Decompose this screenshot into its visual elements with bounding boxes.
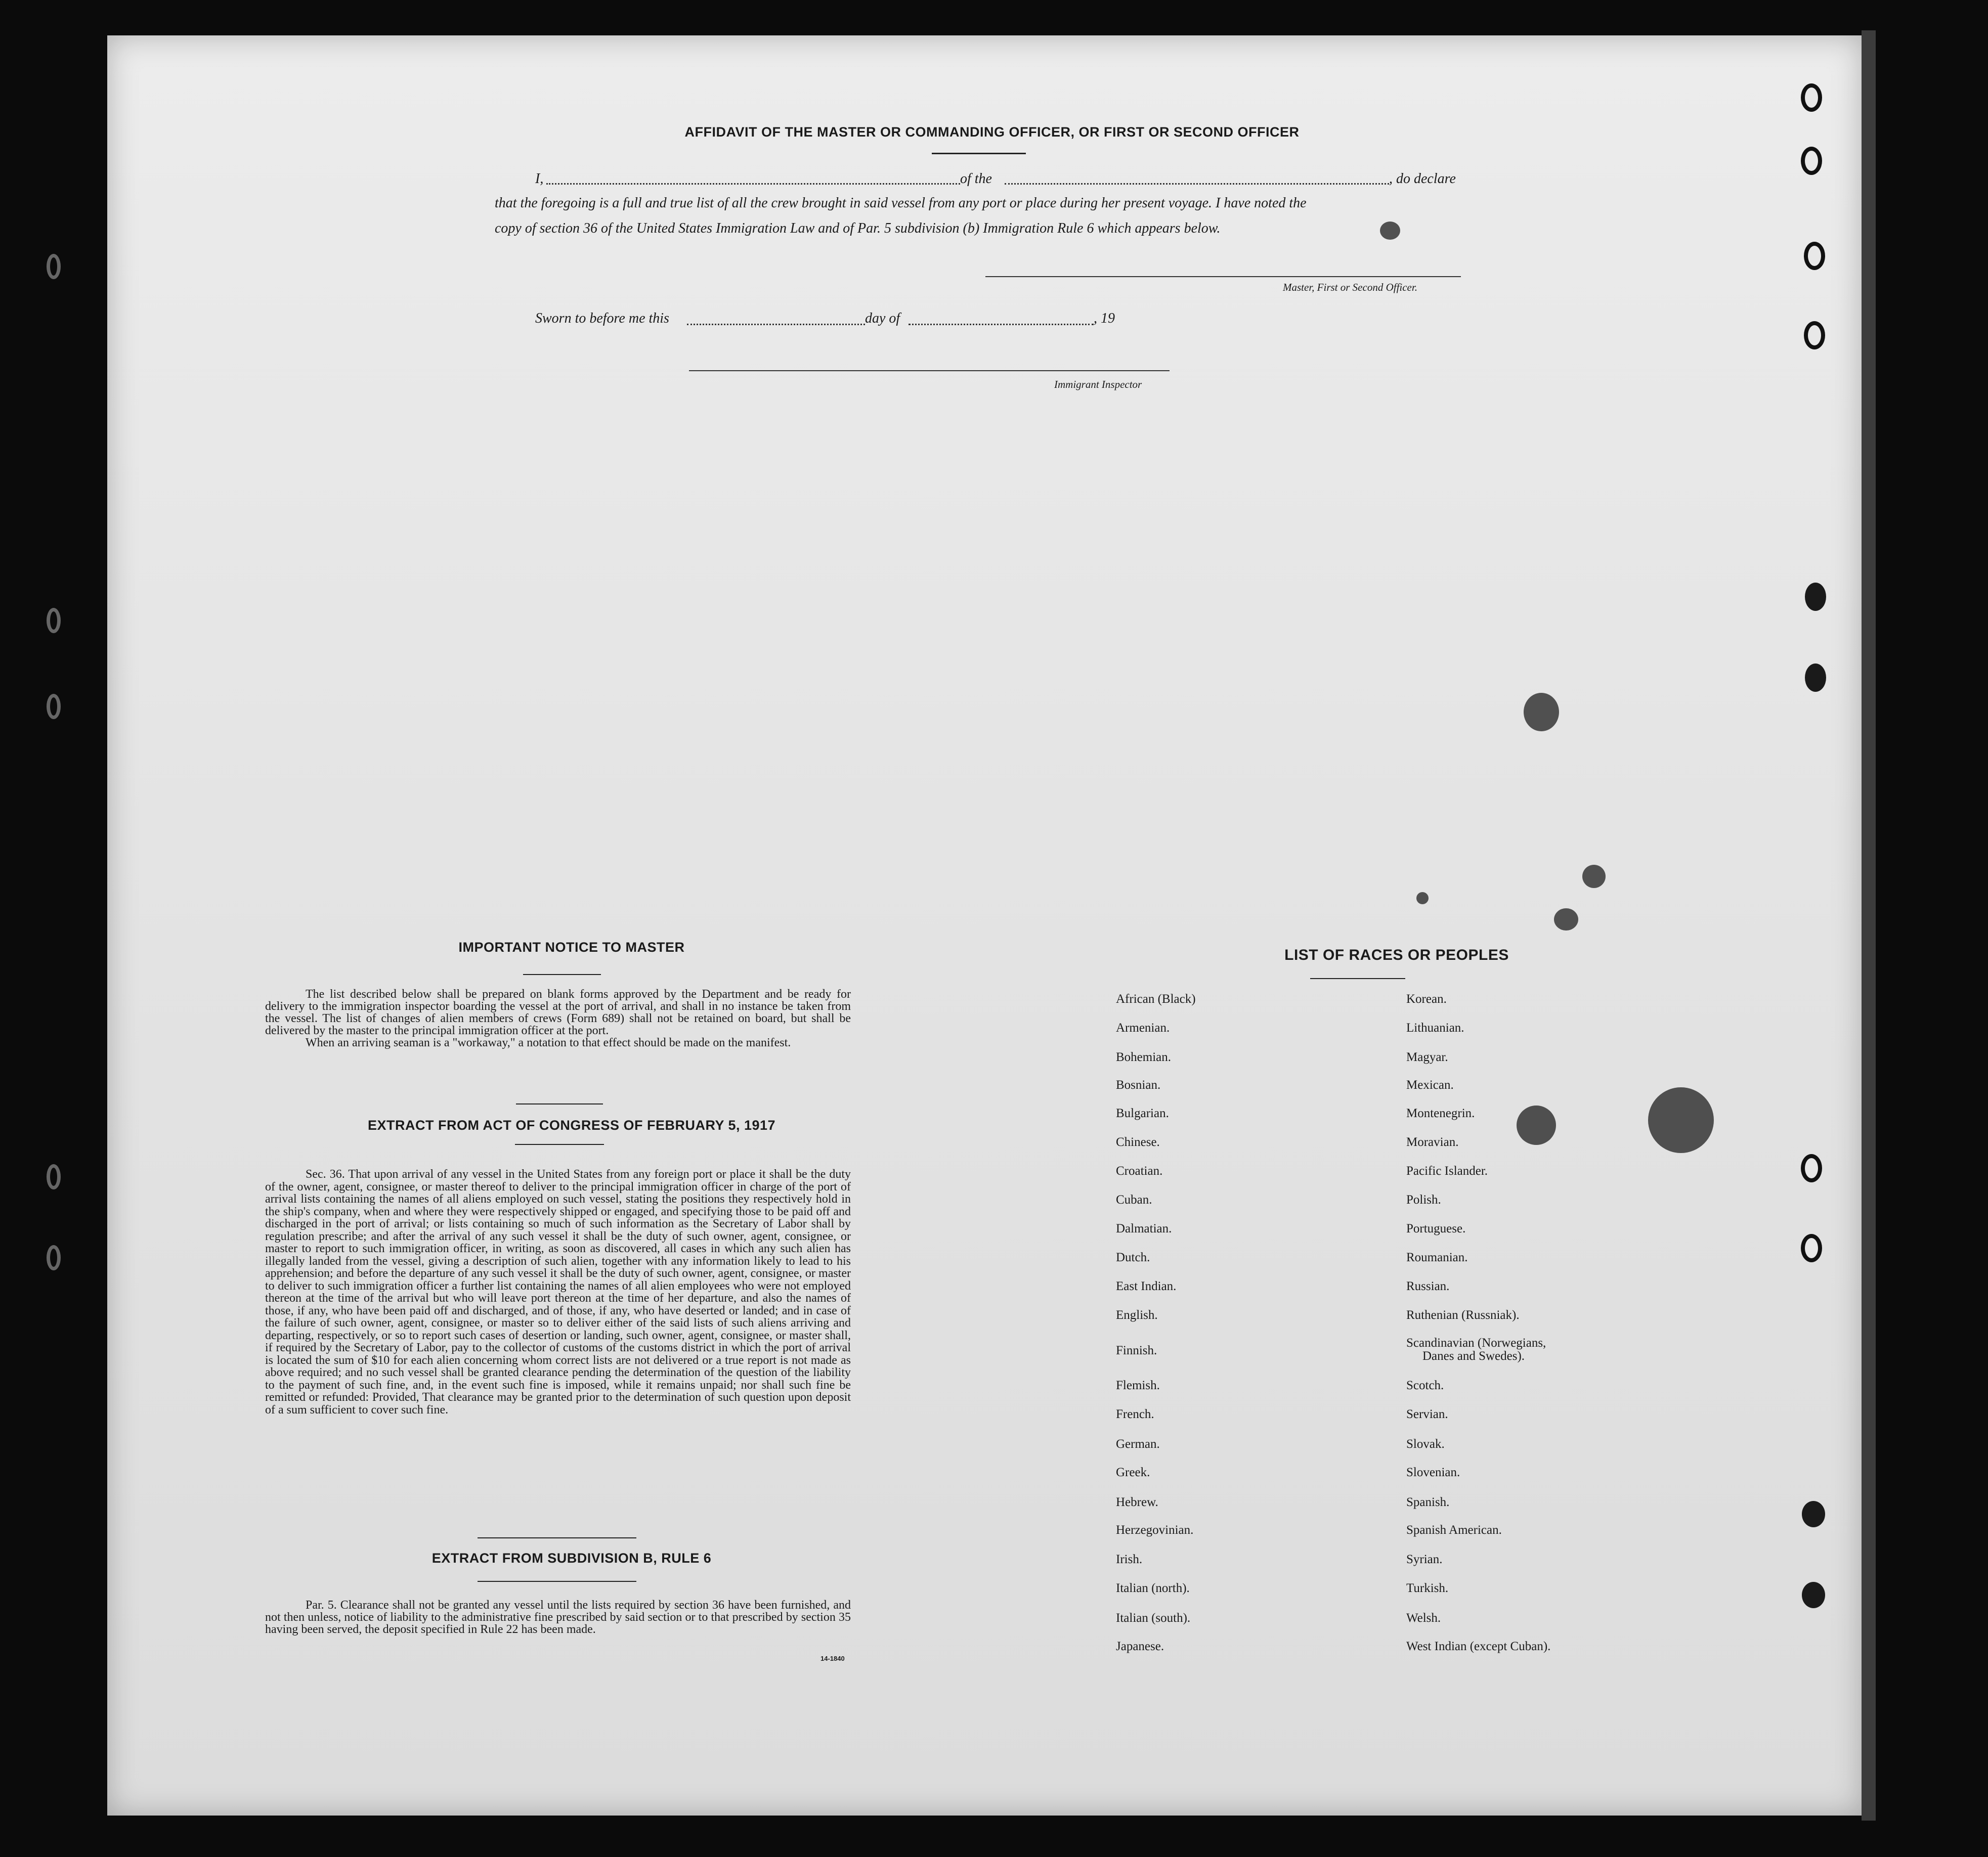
race-item: Slovak.: [1406, 1437, 1445, 1451]
race-item: Finnish.: [1116, 1344, 1157, 1357]
notice-paragraph: When an arriving seaman is a "workaway," a notation to that effect should be made on the manifest.: [306, 1036, 791, 1049]
race-item: Armenian.: [1116, 1021, 1170, 1035]
punch-hole: [1802, 1501, 1825, 1527]
punch-hole: [1802, 1582, 1825, 1608]
race-item: Spanish American.: [1406, 1523, 1502, 1537]
divider: [523, 974, 601, 975]
race-item: Russian.: [1406, 1279, 1450, 1293]
divider: [932, 153, 1026, 154]
punch-hole: [1801, 83, 1822, 112]
extract-act-title: EXTRACT FROM ACT OF CONGRESS OF FEBRUARY 5, 1917: [367, 1118, 776, 1133]
race-item: East Indian.: [1116, 1279, 1177, 1293]
punch-hole: [1801, 1154, 1822, 1182]
binding-hole: [47, 608, 61, 633]
ink-stain: [1554, 908, 1578, 931]
notice-paragraph: The list described below shall be prepared on blank forms approved by the Department and be ready for delivery to the immigration inspector boarding the vessel at the port of arrival, and shall in no instance be taken from the vessel. The list of changes of alien members of crews (Form 689) shall not be retained on board, but shall be delivered by the master to the principal immigration officer at the port.: [265, 988, 851, 1037]
race-item: Mexican.: [1406, 1078, 1454, 1092]
binding-hole: [47, 1164, 61, 1189]
affidavit-title: AFFIDAVIT OF THE MASTER OR COMMANDING OFFICER, OR FIRST OR SECOND OFFICER: [684, 124, 1300, 140]
race-item: Moravian.: [1406, 1135, 1459, 1149]
race-item: Hebrew.: [1116, 1495, 1158, 1509]
ink-stain: [1582, 865, 1606, 888]
race-item: Polish.: [1406, 1193, 1441, 1207]
race-item: Roumanian.: [1406, 1251, 1468, 1264]
binding-hole: [47, 1245, 61, 1270]
signature-line: [985, 276, 1461, 277]
race-item: Japanese.: [1116, 1640, 1164, 1653]
i-label: I,: [535, 171, 544, 187]
of-the-label: of the: [960, 171, 992, 187]
race-item: Welsh.: [1406, 1611, 1441, 1625]
race-item: Bosnian.: [1116, 1078, 1161, 1092]
day-of-label: day of: [865, 311, 900, 326]
ink-stain: [1416, 892, 1429, 904]
document-page: [107, 35, 1863, 1816]
race-item: Slovenian.: [1406, 1466, 1460, 1479]
race-item: Italian (north).: [1116, 1581, 1190, 1595]
races-title: LIST OF RACES OR PEOPLES: [1284, 947, 1509, 963]
race-item: Bohemian.: [1116, 1050, 1172, 1064]
race-item: English.: [1116, 1308, 1158, 1322]
declaration-line-2: copy of section 36 of the United States Immigration Law and of Par. 5 subdivision (b) Immigration Rule 6 which appears below.: [495, 220, 1221, 236]
declaration-line-1: that the foregoing is a full and true list of all the crew brought in said vessel from any port or place during her present voyage. I have noted the: [495, 195, 1307, 211]
race-item: Dutch.: [1116, 1251, 1150, 1264]
binding-hole: [47, 694, 61, 719]
race-item: Italian (south).: [1116, 1611, 1191, 1625]
ink-stain: [1517, 1106, 1556, 1145]
sworn-label: Sworn to before me this: [535, 311, 669, 326]
ink-stain: [1524, 693, 1559, 731]
ink-stain: [1648, 1087, 1714, 1153]
race-item: Greek.: [1116, 1466, 1150, 1479]
extract-rule-title: EXTRACT FROM SUBDIVISION B, RULE 6: [431, 1551, 712, 1566]
binding-hole: [47, 254, 61, 279]
race-item: Dalmatian.: [1116, 1222, 1172, 1235]
race-item: Scandinavian (Norwegians,: [1406, 1336, 1546, 1350]
punch-hole: [1804, 321, 1825, 349]
notice-body: [265, 988, 851, 1049]
inspector-caption: Immigrant Inspector: [1054, 378, 1142, 390]
race-item: German.: [1116, 1437, 1160, 1451]
race-item: Lithuanian.: [1406, 1021, 1464, 1035]
race-item: Chinese.: [1116, 1135, 1160, 1149]
race-item: Scotch.: [1406, 1379, 1444, 1392]
divider: [478, 1581, 636, 1582]
form-number: 14-1840: [820, 1655, 845, 1662]
race-item: Turkish.: [1406, 1581, 1449, 1595]
punch-hole: [1805, 664, 1826, 692]
race-item: Magyar.: [1406, 1050, 1448, 1064]
race-item: Irish.: [1116, 1553, 1143, 1566]
race-item: Syrian.: [1406, 1553, 1443, 1566]
section-36-text: Sec. 36. That upon arrival of any vessel in the United States from any foreign port or place it shall be the duty of the owner, agent, consignee, or master thereof to deliver to the principal immigration officer in charge of the port of arrival lists containing the names of all aliens employed on such vessel, stating the positions they respectively hold in the ship's company, when and where they were respectively shipped or engaged, and specifying those to be paid off and discharged in the port of arrival; or lists containing so much of such information as the Secretary of Labor shall by regulation prescribe; and after the arrival of any such vessel it shall be the duty of such owner, agent, consignee, or master to report to such immigration officer, in writing, as soon as discovered, all cases in which any such alien has illegally landed from the vessel, giving a description of such alien, together with any information likely to lead to his apprehension; and before the departure of any such vessel it shall be the duty of such owner, agent, consignee, or master to deliver to such immigration officer a further list containing the names of all alien employees who were not employed thereon at the time of the arrival but who will leave port thereon at the time of her departure, and also the names of those, if any, who have been paid off and discharged, and of those, if any, who have deserted or landed; and in case of the failure of such owner, agent, consignee, or master so to deliver either of the said lists of such aliens arriving and departing, respectively, or so to report such cases of desertion or landing, such owner, agent, consignee, or master shall, if required by the Secretary of Labor, pay to the collector of customs of the customs district in which the port of arrival is located the sum of $10 for each alien concerning whom correct lists are not delivered or a true report is not made as above required; and no such vessel shall be granted clearance pending the determination of the question of the liability to the payment of such fine, and, in the event such fine is imposed, while it remains unpaid; nor shall such fine be remitted or refunded: Provided, That clearance may be granted prior to the determination of such question upon deposit of a sum sufficient to cover such fine.: [265, 1168, 851, 1417]
punch-hole: [1801, 1234, 1822, 1262]
race-item: Servian.: [1406, 1407, 1448, 1421]
notice-title: IMPORTANT NOTICE TO MASTER: [458, 940, 685, 955]
extract-rule-body: [265, 1599, 851, 1635]
month-field-line: [909, 324, 1094, 325]
race-item: Croatian.: [1116, 1164, 1163, 1178]
race-item: Portuguese.: [1406, 1222, 1466, 1235]
punch-hole: [1801, 147, 1822, 175]
vessel-field-line: [1005, 183, 1389, 185]
do-declare-label: , do declare: [1389, 171, 1456, 187]
race-item: Cuban.: [1116, 1193, 1152, 1207]
punch-hole: [1805, 583, 1826, 611]
divider: [516, 1103, 603, 1104]
inspector-signature-line: [689, 370, 1170, 371]
page-edge: [1862, 30, 1876, 1821]
day-field-line: [687, 324, 865, 325]
divider: [478, 1537, 636, 1538]
race-item: African (Black): [1116, 992, 1196, 1006]
race-item: Pacific Islander.: [1406, 1164, 1488, 1178]
extract-act-body: [265, 1168, 851, 1416]
race-item: Danes and Swedes).: [1422, 1349, 1525, 1363]
race-item: West Indian (except Cuban).: [1406, 1640, 1551, 1653]
race-item: Herzegovinian.: [1116, 1523, 1194, 1537]
divider: [515, 1144, 604, 1145]
race-item: Montenegrin.: [1406, 1107, 1475, 1120]
race-item: Korean.: [1406, 992, 1447, 1006]
divider: [1310, 978, 1405, 979]
punch-hole: [1804, 242, 1825, 270]
par-5-text: Par. 5. Clearance shall not be granted any vessel until the lists required by section 36 have been furnished, and not then unless, notice of liability to the administrative fine prescribed by said section or to that prescribed by section 35 having been served, the deposit specified in Rule 22 has been made.: [265, 1599, 851, 1636]
signature-caption: Master, First or Second Officer.: [1283, 281, 1417, 293]
race-item: Ruthenian (Russniak).: [1406, 1308, 1520, 1322]
race-item: French.: [1116, 1407, 1154, 1421]
race-item: Spanish.: [1406, 1495, 1450, 1509]
race-item: Bulgarian.: [1116, 1107, 1169, 1120]
year-label: , 19: [1094, 311, 1115, 326]
race-item: Flemish.: [1116, 1379, 1160, 1392]
name-field-line: [546, 183, 960, 185]
